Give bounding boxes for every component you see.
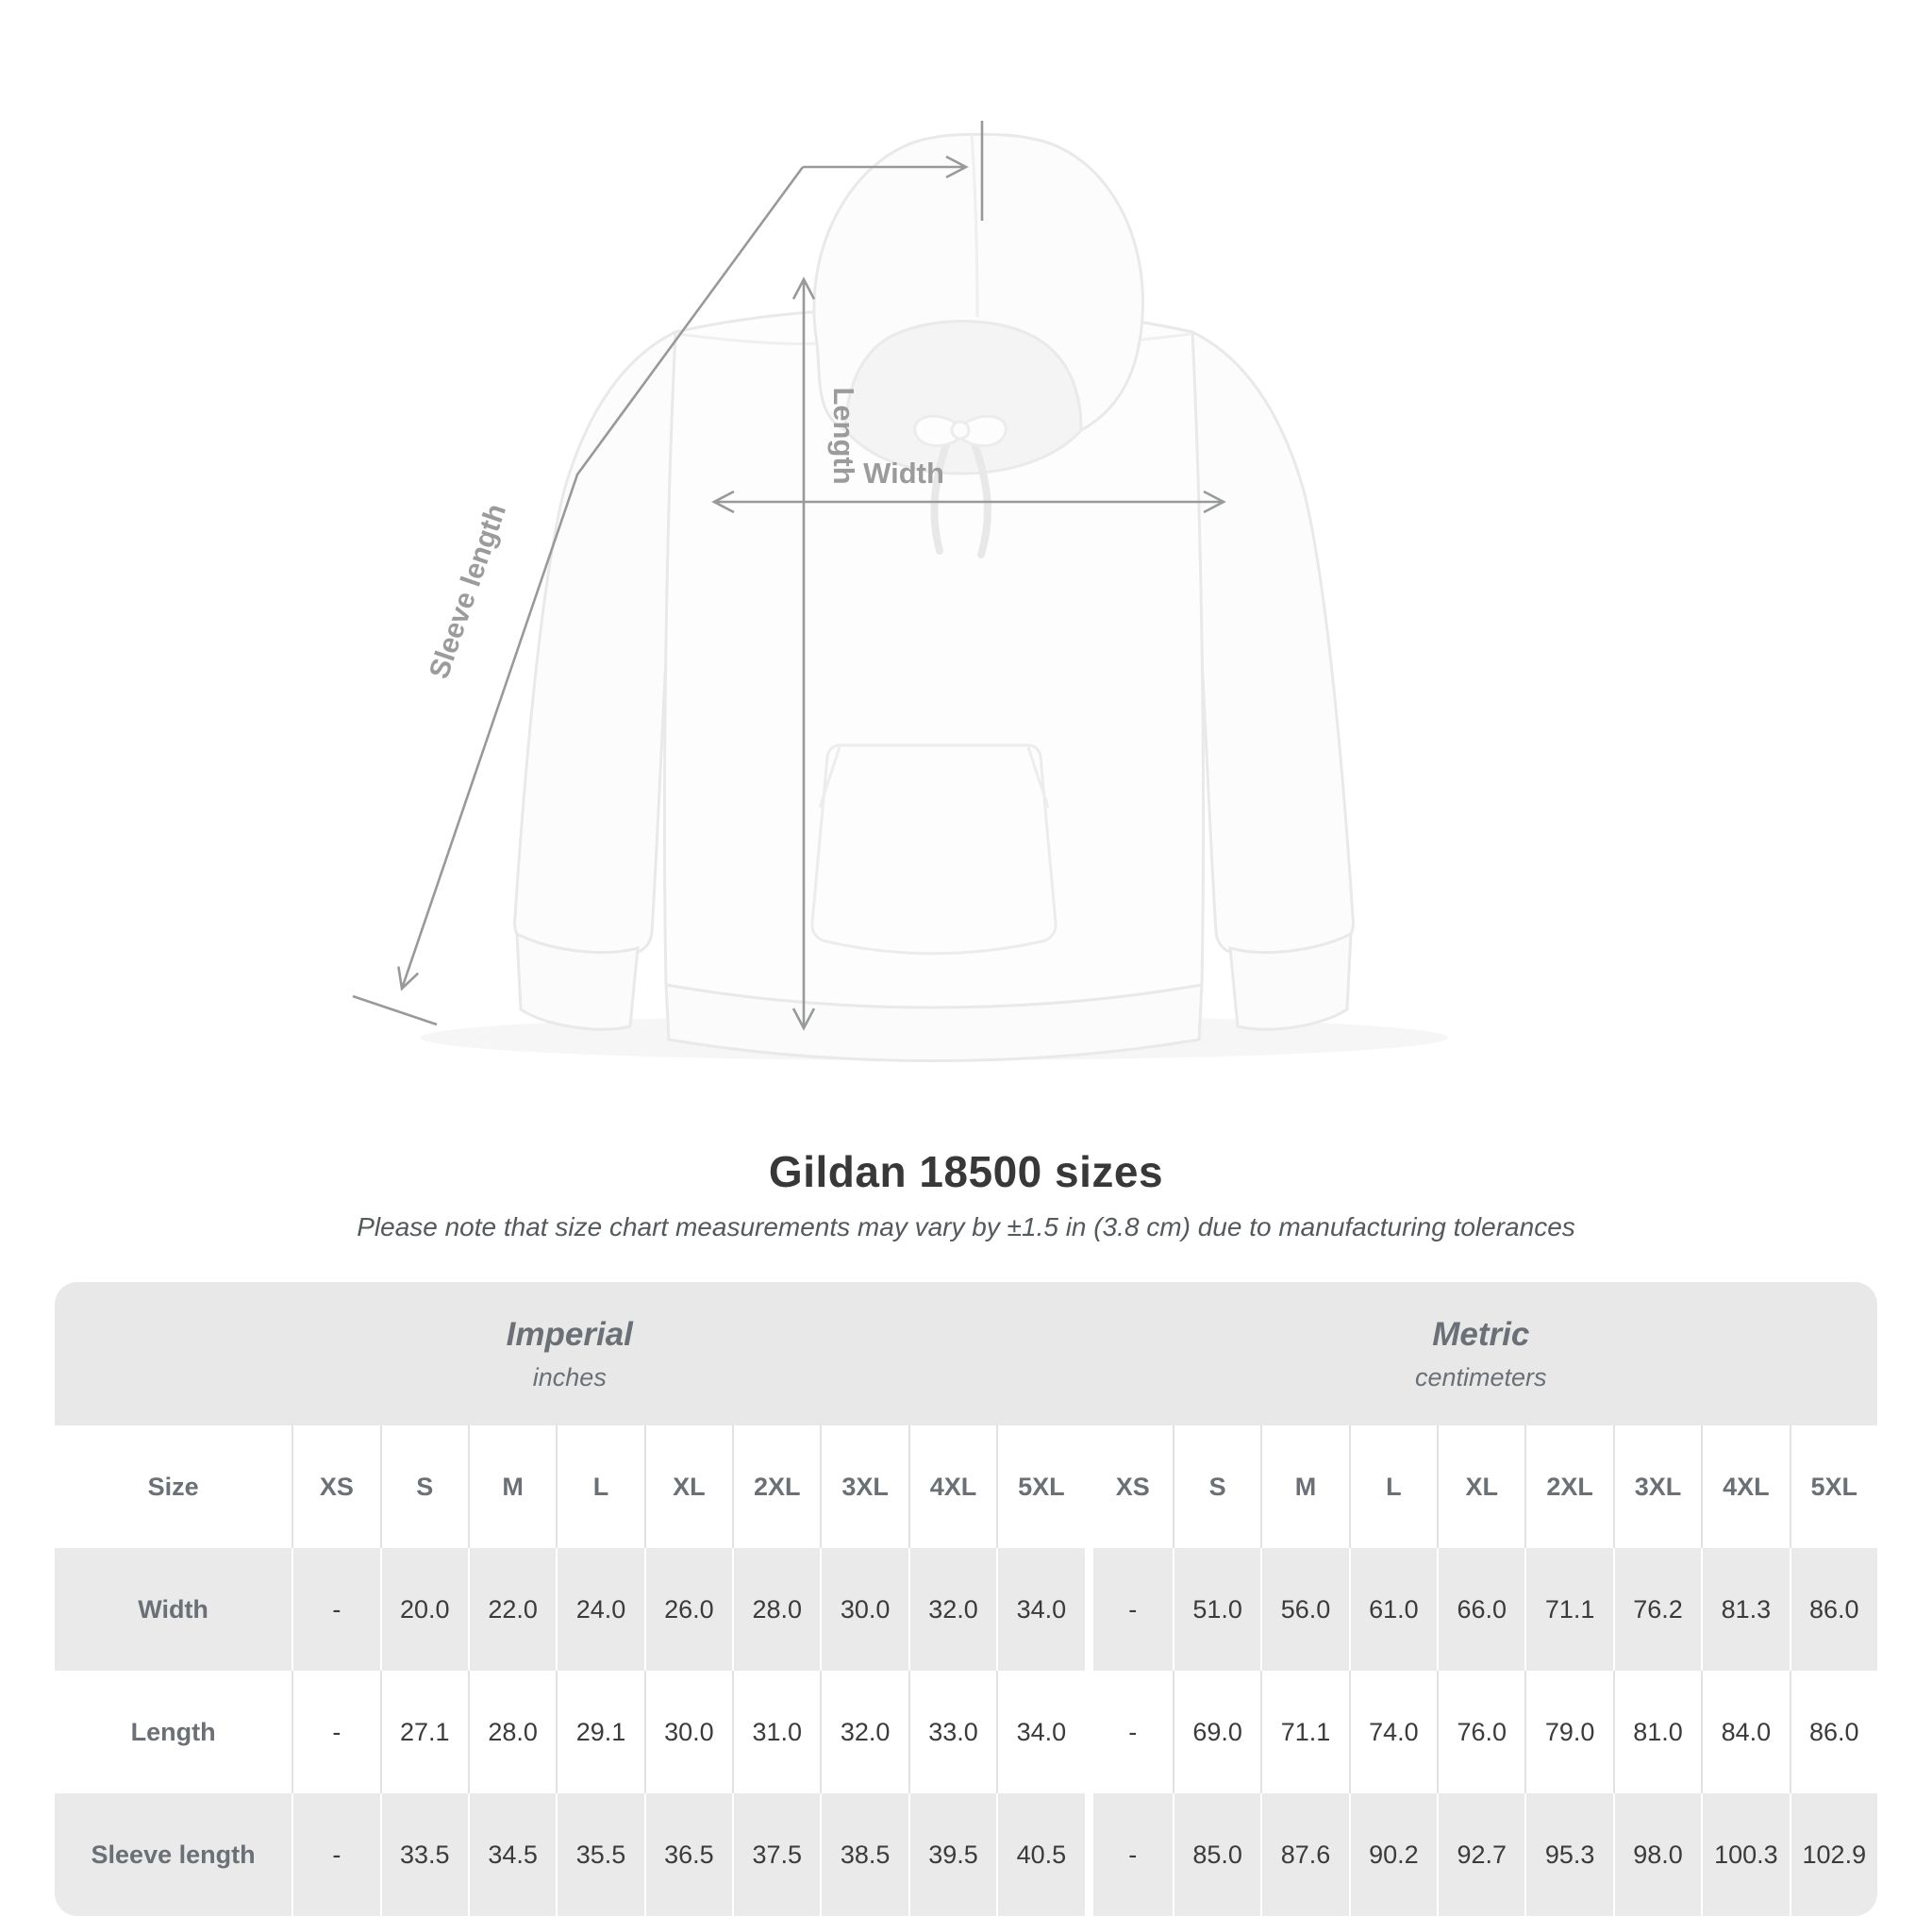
sleeve-bottom-tick	[353, 996, 437, 1024]
hood-opening	[845, 322, 1081, 475]
imperial-value-cell: -	[291, 1793, 379, 1916]
metric-unit: centimeters	[1415, 1362, 1547, 1391]
imperial-size-header-xs: XS	[291, 1425, 379, 1548]
metric-value-cell: 51.0	[1173, 1548, 1260, 1671]
imperial-value-cell: 30.0	[820, 1548, 908, 1671]
metric-value-cell: 95.3	[1524, 1793, 1612, 1916]
measurement-row-width	[55, 1548, 1877, 1671]
imperial-value-cell: 32.0	[908, 1548, 996, 1671]
metric-value-cell: 76.0	[1437, 1671, 1524, 1793]
metric-value-cell: 92.7	[1437, 1793, 1524, 1916]
hoodie-illustration	[420, 134, 1448, 1060]
imperial-size-header-m: M	[468, 1425, 556, 1548]
size-grid	[55, 1425, 1877, 1916]
metric-size-header-3xl: 3XL	[1613, 1425, 1701, 1548]
metric-value-cell: 81.3	[1701, 1548, 1789, 1671]
size-header-row	[55, 1425, 1877, 1548]
imperial-value-cell: 30.0	[644, 1671, 732, 1793]
metric-value-cell: 90.2	[1349, 1793, 1437, 1916]
imperial-value-cell: 34.0	[996, 1671, 1084, 1793]
imperial-value-cell: 38.5	[820, 1793, 908, 1916]
length-label: Length	[827, 387, 860, 485]
imperial-size-header-l: L	[556, 1425, 643, 1548]
imperial-unit: inches	[532, 1362, 607, 1391]
metric-value-cell: 71.1	[1260, 1671, 1348, 1793]
imperial-value-cell: 27.1	[380, 1671, 468, 1793]
metric-value-cell: 74.0	[1349, 1671, 1437, 1793]
imperial-value-cell: 40.5	[996, 1793, 1084, 1916]
imperial-value-cell: 39.5	[908, 1793, 996, 1916]
metric-value-cell: 69.0	[1173, 1671, 1260, 1793]
imperial-size-header-xl: XL	[644, 1425, 732, 1548]
metric-value-cell: 76.2	[1613, 1548, 1701, 1671]
imperial-value-cell: -	[291, 1671, 379, 1793]
imperial-size-header-5xl: 5XL	[996, 1425, 1084, 1548]
metric-size-header-5xl: 5XL	[1790, 1425, 1877, 1548]
sleeve-length-label: Sleeve length	[423, 500, 513, 683]
metric-size-header-xs: XS	[1085, 1425, 1173, 1548]
size-column-header: Size	[147, 1472, 199, 1501]
metric-value-cell: 61.0	[1349, 1548, 1437, 1671]
metric-size-header-m: M	[1260, 1425, 1348, 1548]
right-sleeve	[1191, 332, 1353, 958]
metric-size-header-2xl: 2XL	[1524, 1425, 1612, 1548]
imperial-value-cell: 28.0	[732, 1548, 820, 1671]
metric-size-header-xl: XL	[1437, 1425, 1524, 1548]
drawstring-knot	[952, 422, 969, 439]
row-label: Sleeve length	[91, 1840, 256, 1869]
measurement-row-sleeve-length	[55, 1793, 1877, 1916]
imperial-size-header-4xl: 4XL	[908, 1425, 996, 1548]
tolerance-note: Please note that size chart measurements may vary by ±1.5 in (3.8 cm) due to manufacturing tolerances	[357, 1212, 1575, 1241]
imperial-value-cell: 36.5	[644, 1793, 732, 1916]
metric-value-cell: 81.0	[1613, 1671, 1701, 1793]
imperial-value-cell: -	[291, 1548, 379, 1671]
imperial-value-cell: 20.0	[380, 1548, 468, 1671]
imperial-size-header-2xl: 2XL	[732, 1425, 820, 1548]
imperial-value-cell: 26.0	[644, 1548, 732, 1671]
metric-title: Metric	[1432, 1315, 1530, 1353]
imperial-value-cell: 32.0	[820, 1671, 908, 1793]
metric-value-cell: 66.0	[1437, 1548, 1524, 1671]
imperial-value-cell: 28.0	[468, 1671, 556, 1793]
kangaroo-pocket	[812, 745, 1056, 954]
metric-value-cell: -	[1085, 1793, 1173, 1916]
left-sleeve	[515, 332, 677, 958]
width-label: Width	[863, 457, 944, 490]
imperial-value-cell: 34.0	[996, 1548, 1084, 1671]
metric-value-cell: 85.0	[1173, 1793, 1260, 1916]
metric-value-cell: 98.0	[1613, 1793, 1701, 1916]
imperial-size-header-s: S	[380, 1425, 468, 1548]
metric-value-cell: 86.0	[1790, 1671, 1877, 1793]
metric-value-cell: -	[1085, 1671, 1173, 1793]
size-table	[55, 1282, 1877, 1916]
metric-value-cell: 56.0	[1260, 1548, 1348, 1671]
imperial-value-cell: 29.1	[556, 1671, 643, 1793]
imperial-value-cell: 37.5	[732, 1793, 820, 1916]
imperial-value-cell: 31.0	[732, 1671, 820, 1793]
imperial-value-cell: 24.0	[556, 1548, 643, 1671]
metric-size-header-s: S	[1173, 1425, 1260, 1548]
metric-value-cell: -	[1085, 1548, 1173, 1671]
imperial-value-cell: 33.0	[908, 1671, 996, 1793]
metric-header	[1085, 1282, 1877, 1425]
measurement-row-length	[55, 1671, 1877, 1793]
imperial-size-header-3xl: 3XL	[820, 1425, 908, 1548]
metric-value-cell: 87.6	[1260, 1793, 1348, 1916]
imperial-title: Imperial	[506, 1315, 633, 1353]
metric-value-cell: 84.0	[1701, 1671, 1789, 1793]
page-title: Gildan 18500 sizes	[768, 1147, 1164, 1196]
imperial-value-cell: 35.5	[556, 1793, 643, 1916]
metric-value-cell: 102.9	[1790, 1793, 1877, 1916]
row-label: Length	[130, 1717, 216, 1746]
imperial-value-cell: 34.5	[468, 1793, 556, 1916]
metric-value-cell: 79.0	[1524, 1671, 1612, 1793]
metric-size-header-l: L	[1349, 1425, 1437, 1548]
metric-value-cell: 86.0	[1790, 1548, 1877, 1671]
unit-header-band	[55, 1282, 1877, 1425]
metric-size-header-4xl: 4XL	[1701, 1425, 1789, 1548]
metric-value-cell: 100.3	[1701, 1793, 1789, 1916]
metric-value-cell: 71.1	[1524, 1548, 1612, 1671]
imperial-value-cell: 22.0	[468, 1548, 556, 1671]
imperial-header	[55, 1282, 1085, 1425]
row-label: Width	[138, 1594, 208, 1624]
imperial-value-cell: 33.5	[380, 1793, 468, 1916]
